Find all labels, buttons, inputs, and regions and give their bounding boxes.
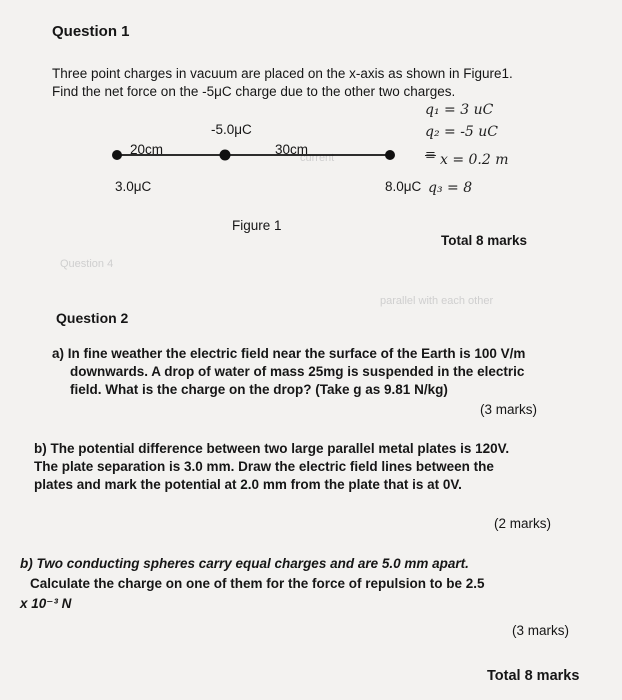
question-2b-text-line: The plate separation is 3.0 mm. Draw the electric field lines between the bbox=[34, 459, 494, 474]
charge-label-left: 3.0μC bbox=[115, 179, 152, 194]
bleed-through-text: Question 4 bbox=[60, 258, 114, 270]
handwritten-note-q2: q₂ = -5 uC bbox=[425, 124, 499, 140]
figure-caption: Figure 1 bbox=[232, 218, 282, 233]
charge-dot-right bbox=[385, 150, 395, 160]
question-1-text-line: Three point charges in vacuum are placed on the x-axis as shown in Figure1. bbox=[52, 66, 513, 81]
question-1-title: Question 1 bbox=[52, 23, 130, 40]
question-2b2-marks: (3 marks) bbox=[512, 623, 569, 638]
question-2b2-text-line: x 10⁻³ N bbox=[20, 596, 72, 611]
distance-label-right: 30cm bbox=[275, 142, 309, 157]
charge-label-middle: -5.0μC bbox=[211, 122, 252, 137]
distance-label-left: 20cm bbox=[130, 142, 164, 157]
handwritten-note-q3: q₃ = 8 bbox=[428, 180, 473, 196]
question-1-text-line: Find the net force on the -5μC charge due to the other two charges. bbox=[52, 84, 456, 99]
question-1-total-marks: Total 8 marks bbox=[441, 233, 528, 248]
question-2-total-marks: Total 8 marks bbox=[487, 668, 580, 684]
question-2a-marks: (3 marks) bbox=[480, 402, 537, 417]
question-2b-marks: (2 marks) bbox=[494, 516, 551, 531]
question-2b-text-line: plates and mark the potential at 2.0 mm from the plate that is at 0V. bbox=[34, 477, 462, 492]
question-2a-text-line: a) In fine weather the electric field near the surface of the Earth is 100 V/m bbox=[52, 346, 526, 361]
charge-label-right: 8.0μC bbox=[385, 179, 422, 194]
question-2a-text-line: downwards. A drop of water of mass 25mg is suspended in the electric bbox=[70, 364, 525, 379]
question-2b2-text-line: b) Two conducting spheres carry equal charges and are 5.0 mm apart. bbox=[20, 556, 469, 571]
question-2b2-text-line: Calculate the charge on one of them for the force of repulsion to be 2.5 bbox=[30, 576, 485, 591]
bleed-through-text: parallel with each other bbox=[380, 295, 494, 307]
charge-dot-middle bbox=[220, 150, 231, 161]
question-2b-text-line: b) The potential difference between two large parallel metal plates is 120V. bbox=[34, 441, 510, 456]
handwritten-scribble: ≡ bbox=[425, 148, 436, 163]
charge-dot-left bbox=[112, 150, 122, 160]
handwritten-note-q1: q₁ = 3 uC bbox=[425, 102, 494, 118]
question-2-title: Question 2 bbox=[56, 310, 129, 326]
question-2a-text-line: field. What is the charge on the drop? (Take g as 9.81 N/kg) bbox=[70, 382, 448, 397]
bleed-through-text: current bbox=[300, 152, 335, 164]
handwritten-note-x: x = 0.2 m bbox=[440, 152, 509, 168]
